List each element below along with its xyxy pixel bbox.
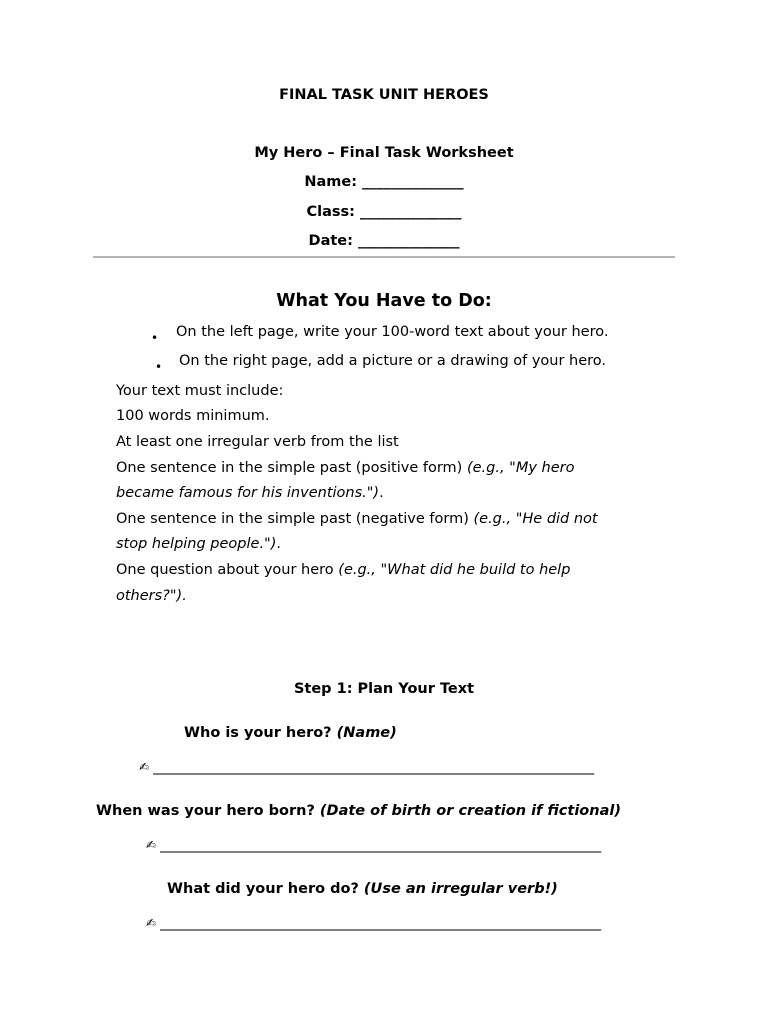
writing-hand-icon: ✍ bbox=[139, 760, 150, 774]
requirement-text: One sentence in the simple past (negative form) bbox=[116, 511, 474, 527]
example-text: others? bbox=[116, 588, 170, 604]
punctuation: . bbox=[379, 485, 384, 501]
punctuation: . bbox=[276, 536, 281, 552]
worksheet-subtitle: My Hero – Final Task Worksheet bbox=[254, 145, 514, 161]
example-text: "). bbox=[169, 588, 187, 604]
requirement-negative-past-cont bbox=[116, 536, 281, 552]
date-field: Date: ______________ bbox=[308, 233, 460, 249]
question-who-is-hero bbox=[184, 725, 397, 741]
bullet-icon: • bbox=[155, 360, 163, 374]
name-field: Name: ______________ bbox=[304, 174, 464, 190]
bullet-text-right-page: On the right page, add a picture or a drawing of your hero. bbox=[179, 353, 607, 369]
bullet-text-left-page: On the left page, write your 100-word text about your hero. bbox=[176, 324, 609, 340]
example-text: (e.g., "He did not bbox=[473, 511, 598, 527]
requirement-positive-past-cont bbox=[116, 485, 384, 501]
step1-title bbox=[0, 681, 768, 697]
requirements-intro: Your text must include: bbox=[116, 383, 284, 399]
requirement-irregular-verb: At least one irregular verb from the list bbox=[116, 434, 399, 450]
requirement-negative-past bbox=[116, 511, 598, 527]
example-text: stop helping people.") bbox=[116, 536, 277, 552]
question-hint: (Date of birth or creation if fictional) bbox=[319, 803, 621, 819]
requirement-word-count: 100 words minimum. bbox=[116, 408, 270, 424]
requirement-positive-past bbox=[116, 460, 575, 476]
question-text: When was your hero born? bbox=[96, 803, 320, 819]
requirement-text: One question about your hero bbox=[116, 562, 339, 578]
requirement-text: One sentence in the simple past (positive form) bbox=[116, 460, 467, 476]
step1-title-text: Step 1: Plan Your Text bbox=[293, 681, 475, 697]
instructions-heading: What You Have to Do: bbox=[276, 291, 492, 311]
answer-blank: _______________________________________________________________ bbox=[160, 915, 602, 931]
example-text: became famous for his inventions.") bbox=[116, 485, 380, 501]
answer-blank: _______________________________________________________________ bbox=[160, 837, 602, 853]
question-hint: (Name) bbox=[336, 725, 397, 741]
divider-line bbox=[93, 256, 675, 258]
question-when-born bbox=[96, 803, 621, 819]
question-what-did-hero-do bbox=[167, 881, 558, 897]
writing-hand-icon: ✍ bbox=[146, 916, 157, 930]
answer-line bbox=[146, 915, 601, 931]
answer-blank: _______________________________________________________________ bbox=[153, 759, 595, 775]
question-text: Who is your hero? bbox=[184, 725, 337, 741]
question-hint: (Use an irregular verb!) bbox=[363, 881, 558, 897]
example-text: What did he build to help bbox=[387, 562, 571, 578]
requirement-question-cont bbox=[116, 588, 187, 604]
answer-line bbox=[146, 837, 601, 853]
bullet-icon: • bbox=[151, 331, 159, 345]
writing-hand-icon: ✍ bbox=[146, 838, 157, 852]
class-field: Class: ______________ bbox=[306, 204, 462, 220]
worksheet-title: FINAL TASK UNIT HEROES bbox=[279, 87, 489, 103]
answer-line bbox=[139, 759, 594, 775]
example-text: (e.g., " bbox=[338, 562, 388, 578]
bullet-item bbox=[151, 327, 158, 346]
bullet-item bbox=[155, 356, 162, 375]
question-text: What did your hero do? bbox=[167, 881, 364, 897]
example-text: (e.g., "My hero bbox=[466, 460, 575, 476]
requirement-question bbox=[116, 562, 570, 578]
